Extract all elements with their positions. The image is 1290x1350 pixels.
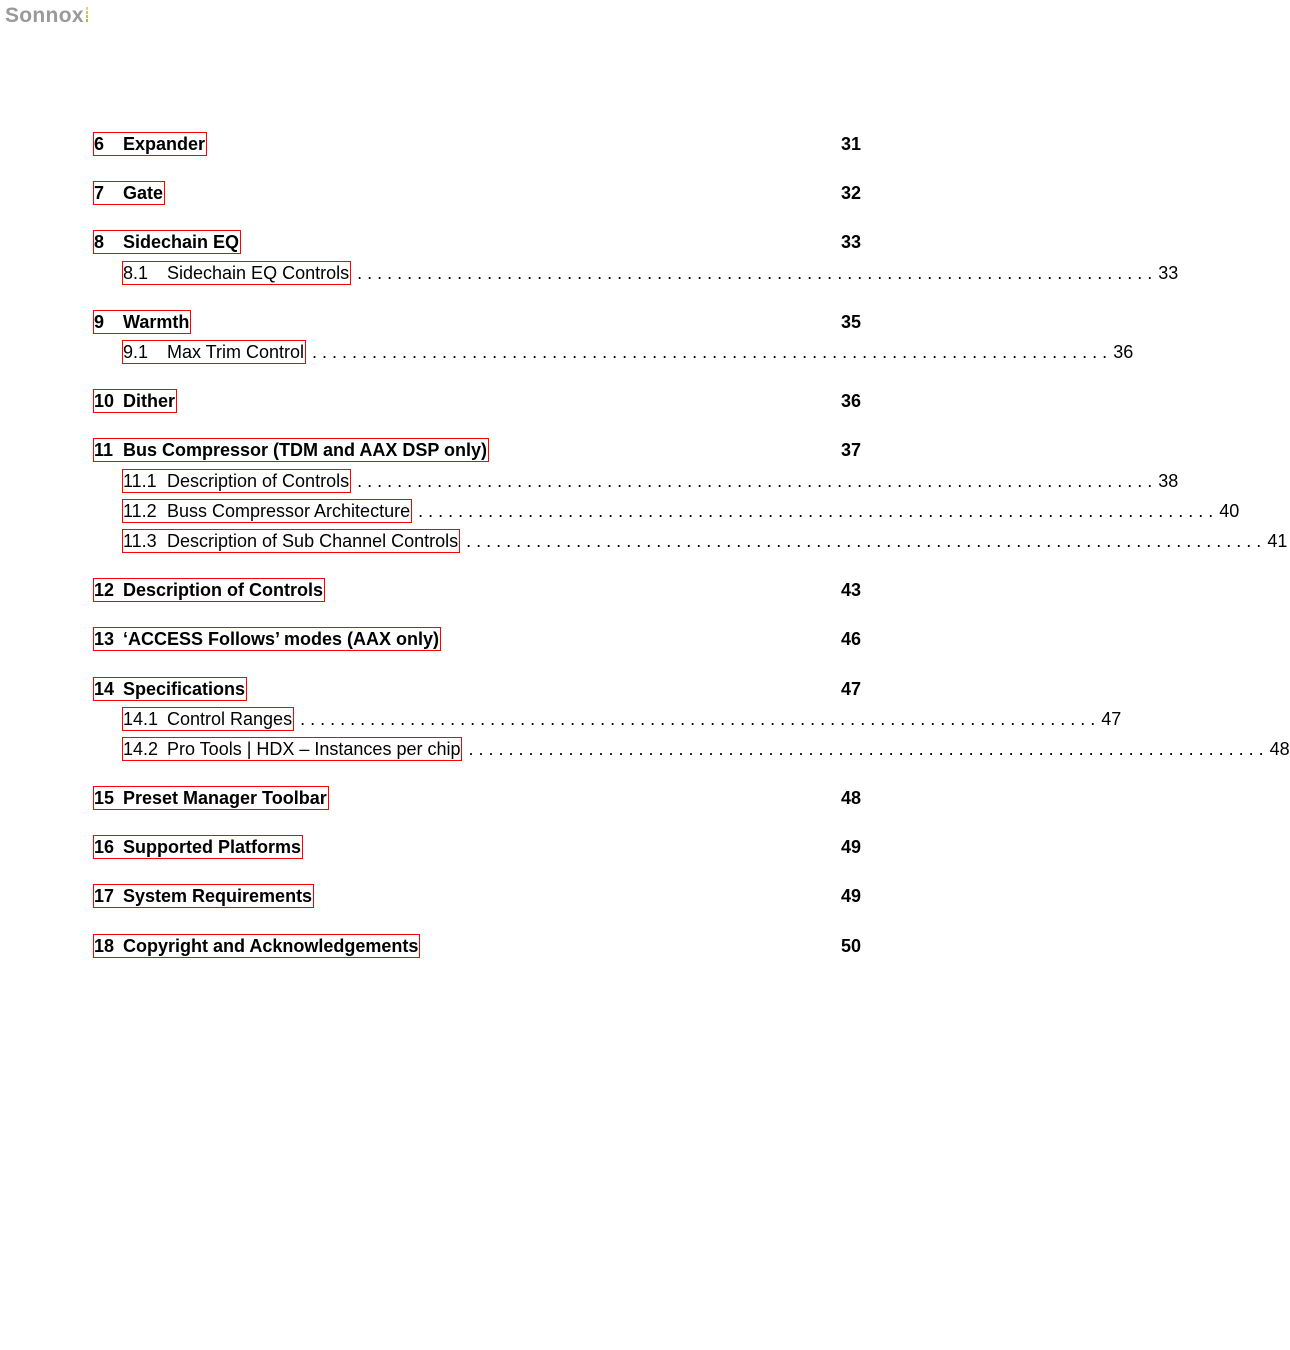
toc-entry-number: 14.1	[123, 709, 159, 729]
toc-entry-number: 6	[94, 134, 105, 154]
toc-section-row	[122, 469, 1179, 493]
toc-page-number: 41	[1267, 531, 1288, 551]
toc-section-link[interactable]	[122, 707, 294, 731]
toc-chapter-row	[93, 230, 861, 254]
toc-chapter-row	[93, 310, 861, 334]
toc-entry-title: System Requirements	[123, 886, 313, 906]
toc-entry-title: Specifications	[123, 679, 246, 699]
toc-chapter-link[interactable]	[93, 132, 207, 156]
toc-chapter-row	[93, 786, 861, 810]
toc-entry-title: Max Trim Control	[167, 342, 305, 362]
toc-leader-dots: . . . . . . . . . . . . . . . . . . . . . . . . . . . . . . . . . . . . . . . . . . . . . . . . . . . . . . . . . . . . . . . . . . . . . . . . . . . . . . . .	[300, 709, 1096, 729]
toc-section-row	[122, 261, 1179, 285]
toc-chapter-link[interactable]	[93, 934, 420, 958]
toc-entry-title: ‘ACCESS Follows’ modes (AAX only)	[123, 629, 440, 649]
toc-chapter-row	[93, 181, 861, 205]
toc-entry-number: 9	[94, 312, 105, 332]
toc-entry-title: Supported Platforms	[123, 837, 302, 857]
toc-page-number: 47	[1101, 709, 1122, 729]
toc-entry-number: 18	[94, 936, 115, 956]
toc-chapter-link[interactable]	[93, 438, 489, 462]
toc-entry-number: 8.1	[123, 263, 149, 283]
toc-chapter-link[interactable]	[93, 627, 441, 651]
toc-entry-number: 14	[94, 679, 115, 699]
toc-page-number: 50	[840, 936, 861, 956]
toc-entry-title: Preset Manager Toolbar	[123, 788, 327, 808]
toc-entry-title: Buss Compressor Architecture	[167, 501, 411, 521]
toc-chapter-row	[93, 132, 861, 156]
toc-entry-title: Warmth	[123, 312, 190, 332]
toc-section-row	[122, 499, 1240, 523]
toc-entry-title: Expander	[123, 134, 206, 154]
toc-section-link[interactable]	[122, 261, 351, 285]
toc-page-number: 31	[840, 134, 861, 154]
toc-entry-number: 13	[94, 629, 115, 649]
toc-page-number: 33	[1158, 263, 1179, 283]
toc-entry-number: 11.2	[123, 501, 157, 521]
toc-entry-title: Copyright and Acknowledgements	[123, 936, 419, 956]
toc-chapter-link[interactable]	[93, 310, 191, 334]
toc-page-number: 37	[840, 440, 861, 460]
toc-entry-number: 15	[94, 788, 115, 808]
toc-section-link[interactable]	[122, 737, 462, 761]
toc-entry-title: Description of Controls	[167, 471, 350, 491]
toc-page-number: 33	[840, 232, 861, 252]
toc-page-number: 32	[840, 183, 861, 203]
toc-leader-dots: . . . . . . . . . . . . . . . . . . . . . . . . . . . . . . . . . . . . . . . . . . . . . . . . . . . . . . . . . . . . . . . . . . . . . . . . . . . . . . . .	[468, 739, 1264, 759]
toc-entry-title: Control Ranges	[167, 709, 293, 729]
toc-chapter-link[interactable]	[93, 835, 303, 859]
toc-entry-title: Description of Controls	[123, 580, 324, 600]
toc-chapter-link[interactable]	[93, 230, 241, 254]
toc-chapter-row	[93, 934, 861, 958]
toc-chapter-link[interactable]	[93, 884, 314, 908]
toc-entry-title: Pro Tools | HDX – Instances per chip	[167, 739, 461, 759]
toc-page-number: 35	[840, 312, 861, 332]
toc-entry-number: 9.1	[123, 342, 149, 362]
toc-entry-title: Gate	[123, 183, 164, 203]
toc-page-number: 36	[840, 391, 861, 411]
toc-section-link[interactable]	[122, 529, 460, 553]
toc-leader-dots: . . . . . . . . . . . . . . . . . . . . . . . . . . . . . . . . . . . . . . . . . . . . . . . . . . . . . . . . . . . . . . . . . . . . . . . . . . . . . . . .	[466, 531, 1262, 551]
sonnox-logo	[5, 4, 88, 28]
toc-entry-title: Sidechain EQ Controls	[167, 263, 350, 283]
toc-page-number: 49	[840, 886, 861, 906]
toc-chapter-link[interactable]	[93, 181, 165, 205]
toc-section-link[interactable]	[122, 499, 412, 523]
logo-text: Sonnox	[5, 4, 84, 27]
toc-page-number: 46	[840, 629, 861, 649]
toc-page-number: 49	[840, 837, 861, 857]
toc-page-number: 48	[1269, 739, 1290, 759]
toc-entry-number: 8	[94, 232, 105, 252]
toc-entry-title: Description of Sub Channel Controls	[167, 531, 459, 551]
toc-chapter-row	[93, 627, 861, 651]
toc-entry-number: 11.3	[123, 531, 157, 551]
toc-leader-dots: . . . . . . . . . . . . . . . . . . . . . . . . . . . . . . . . . . . . . . . . . . . . . . . . . . . . . . . . . . . . . . . . . . . . . . . . . . . . . . . .	[312, 342, 1108, 362]
toc-chapter-row	[93, 884, 861, 908]
toc-page-number: 36	[1113, 342, 1134, 362]
toc-chapter-row	[93, 677, 861, 701]
toc-page-number: 48	[840, 788, 861, 808]
toc-section-row	[122, 529, 1288, 553]
toc-entry-number: 12	[94, 580, 115, 600]
toc-leader-dots: . . . . . . . . . . . . . . . . . . . . . . . . . . . . . . . . . . . . . . . . . . . . . . . . . . . . . . . . . . . . . . . . . . . . . . . . . . . . . . . .	[357, 263, 1153, 283]
toc-leader-dots: . . . . . . . . . . . . . . . . . . . . . . . . . . . . . . . . . . . . . . . . . . . . . . . . . . . . . . . . . . . . . . . . . . . . . . . . . . . . . . . .	[357, 471, 1153, 491]
toc-page-number: 38	[1158, 471, 1179, 491]
toc-chapter-row	[93, 438, 861, 462]
toc-chapter-link[interactable]	[93, 677, 247, 701]
toc-section-row	[122, 737, 1290, 761]
toc-chapter-link[interactable]	[93, 786, 329, 810]
toc-chapter-link[interactable]	[93, 389, 177, 413]
toc-page-number: 43	[840, 580, 861, 600]
toc-entry-number: 14.2	[123, 739, 159, 759]
toc-entry-number: 7	[94, 183, 105, 203]
toc-section-row	[122, 340, 1134, 364]
toc-section-row	[122, 707, 1122, 731]
toc-entry-title: Bus Compressor (TDM and AAX DSP only)	[123, 440, 488, 460]
toc-chapter-row	[93, 389, 861, 413]
toc-entry-title: Sidechain EQ	[123, 232, 240, 252]
toc-entry-number: 16	[94, 837, 115, 857]
toc-section-link[interactable]	[122, 469, 351, 493]
toc-entry-number: 17	[94, 886, 115, 906]
toc-section-link[interactable]	[122, 340, 306, 364]
logo-bars-icon	[86, 7, 88, 23]
toc-entry-number: 10	[94, 391, 115, 411]
toc-page-number: 47	[840, 679, 861, 699]
toc-entry-title: Dither	[123, 391, 176, 411]
toc-chapter-row	[93, 835, 861, 859]
toc-chapter-row	[93, 578, 861, 602]
toc-chapter-link[interactable]	[93, 578, 325, 602]
toc-entry-number: 11	[94, 440, 114, 460]
toc-page-number: 40	[1219, 501, 1240, 521]
toc-entry-number: 11.1	[123, 471, 157, 491]
toc-leader-dots: . . . . . . . . . . . . . . . . . . . . . . . . . . . . . . . . . . . . . . . . . . . . . . . . . . . . . . . . . . . . . . . . . . . . . . . . . . . . . . . .	[418, 501, 1214, 521]
